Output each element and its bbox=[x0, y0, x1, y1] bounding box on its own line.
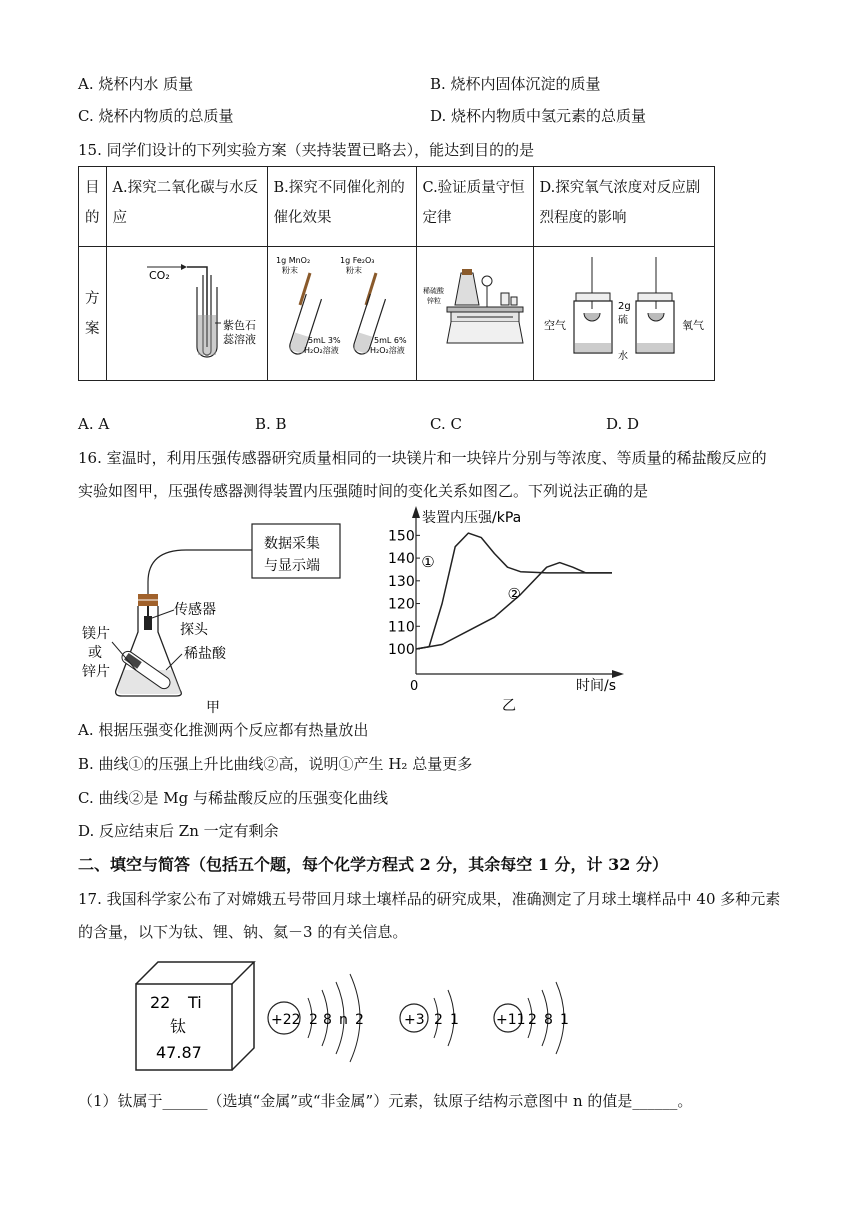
atom-diagram-na bbox=[494, 982, 569, 1054]
svg-text:硫: 硫 bbox=[617, 315, 628, 326]
y-tick-label: 130 bbox=[388, 573, 415, 590]
acid-label: 稀盐酸 bbox=[184, 646, 226, 662]
element-name: 钛 bbox=[170, 1017, 187, 1036]
figure-yi-chart bbox=[380, 504, 650, 718]
q14-option-c: C. 烧杯内物质的总质量 bbox=[78, 107, 234, 125]
q17-figures bbox=[130, 958, 590, 1076]
purpose-c: C.验证质量守恒定律 bbox=[416, 167, 533, 247]
series-label-2: ② bbox=[507, 585, 521, 603]
y-tick-label: 110 bbox=[388, 619, 415, 636]
svg-text:1: 1 bbox=[560, 1012, 569, 1028]
series-label-1: ① bbox=[421, 553, 435, 572]
purpose-b: B.探究不同催化剂的催化效果 bbox=[267, 167, 416, 247]
svg-text:锌粒: 锌粒 bbox=[426, 297, 441, 305]
q15-stem: 15. 同学们设计的下列实验方案（夹持装置已略去），能达到目的的是 bbox=[78, 141, 535, 159]
purpose-header: 目的 bbox=[79, 167, 107, 247]
metal-label-1: 镁片 bbox=[82, 626, 110, 642]
q16-stem-2: 实验如图甲，压强传感器测得装置内压强随时间的变化关系如图乙。下列说法正确的是 bbox=[78, 482, 649, 500]
co2-label: CO₂ bbox=[148, 269, 170, 282]
svg-text:5mL 3%: 5mL 3% bbox=[307, 336, 341, 345]
box-label-2: 与显示端 bbox=[264, 558, 320, 574]
y-tick-label: 120 bbox=[388, 596, 415, 613]
svg-text:2: 2 bbox=[355, 1012, 364, 1028]
svg-text:1g Fe₂O₃: 1g Fe₂O₃ bbox=[339, 256, 375, 265]
svg-text:H₂O₂溶液: H₂O₂溶液 bbox=[369, 346, 405, 355]
litmus-label-2: 蕊溶液 bbox=[222, 333, 256, 346]
metal-label-3: 锌片 bbox=[82, 664, 110, 680]
y-tick-label: 150 bbox=[388, 528, 415, 545]
litmus-label-1: 紫色石 bbox=[222, 319, 256, 332]
plan-a-figure bbox=[106, 247, 267, 381]
svg-text:水: 水 bbox=[617, 351, 628, 362]
svg-text:氧气: 氧气 bbox=[681, 319, 704, 332]
svg-text:+3: +3 bbox=[404, 1012, 425, 1028]
y-axis-label: 装置内压强/kPa bbox=[422, 510, 522, 526]
section-2-heading: 二、填空与简答（包括五个题，每个化学方程式 2 分，其余每空 1 分，计 32 分） bbox=[78, 855, 668, 874]
atom-diagram-ti bbox=[268, 974, 364, 1062]
q16-stem-1: 16. 室温时，利用压强传感器研究质量相同的一块镁片和一块锌片分别与等浓度、等质量的稀盐酸反应的 bbox=[78, 449, 767, 467]
q14-option-d: D. 烧杯内物质中氢元素的总质量 bbox=[430, 107, 647, 125]
element-cell-ti bbox=[136, 962, 254, 1070]
q15-table bbox=[78, 166, 715, 381]
sensor-label-2: 探头 bbox=[180, 622, 208, 638]
svg-text:2g: 2g bbox=[617, 301, 631, 312]
svg-text:n: n bbox=[339, 1012, 348, 1028]
caption-jia: 甲 bbox=[206, 700, 220, 716]
plan-c-figure bbox=[416, 247, 533, 381]
q14-option-b: B. 烧杯内固体沉淀的质量 bbox=[430, 75, 601, 93]
q15-answer-d: D. D bbox=[606, 415, 640, 433]
q14-option-a: A. 烧杯内水 质量 bbox=[78, 75, 194, 93]
q16-option-b: B. 曲线①的压强上升比曲线②高，说明①产生 H₂ 总量更多 bbox=[78, 755, 473, 773]
sensor-label-1: 传感器 bbox=[174, 602, 216, 618]
y-tick-label: 100 bbox=[388, 642, 415, 658]
y-tick-label: 140 bbox=[388, 551, 415, 568]
plan-b-figure bbox=[267, 247, 416, 381]
plan-d-figure bbox=[533, 247, 714, 381]
svg-text:5mL 6%: 5mL 6% bbox=[373, 336, 407, 345]
svg-text:1g MnO₂: 1g MnO₂ bbox=[275, 256, 310, 265]
x-axis-label: 时间/s bbox=[576, 678, 617, 694]
figure-jia bbox=[76, 520, 366, 720]
element-symbol: Ti bbox=[188, 993, 202, 1012]
q17-sub-1: （1）钛属于______（选填“金属”或“非金属”）元素，钛原子结构示意图中 n 的值是______。 bbox=[78, 1092, 693, 1110]
svg-text:稀硫酸: 稀硫酸 bbox=[422, 287, 444, 295]
atom-diagram-li bbox=[400, 990, 459, 1046]
svg-text:8: 8 bbox=[323, 1012, 332, 1028]
atomic-number: 22 bbox=[150, 993, 171, 1012]
q16-option-a: A. 根据压强变化推测两个反应都有热量放出 bbox=[78, 721, 369, 739]
q16-option-d: D. 反应结束后 Zn 一定有剩余 bbox=[78, 822, 279, 840]
svg-text:1: 1 bbox=[450, 1012, 459, 1028]
q16-option-c: C. 曲线②是 Mg 与稀盐酸反应的压强变化曲线 bbox=[78, 789, 388, 807]
svg-text:2: 2 bbox=[434, 1012, 443, 1028]
caption-yi: 乙 bbox=[502, 698, 516, 714]
purpose-d: D.探究氧气浓度对反应剧烈程度的影响 bbox=[533, 167, 714, 247]
box-label-1: 数据采集 bbox=[264, 536, 320, 552]
svg-text:粉末: 粉末 bbox=[281, 266, 298, 275]
svg-text:8: 8 bbox=[544, 1012, 553, 1028]
metal-label-2: 或 bbox=[88, 645, 102, 661]
plan-header: 方案 bbox=[79, 247, 107, 381]
origin-label: 0 bbox=[410, 679, 419, 694]
q15-answer-a: A. A bbox=[78, 415, 110, 433]
svg-text:+22: +22 bbox=[271, 1012, 301, 1028]
atomic-mass: 47.87 bbox=[156, 1043, 202, 1062]
svg-text:空气: 空气 bbox=[543, 319, 566, 332]
svg-text:H₂O₂溶液: H₂O₂溶液 bbox=[303, 346, 339, 355]
svg-text:粉末: 粉末 bbox=[345, 266, 362, 275]
q17-stem-2: 的含量，以下为钛、锂、钠、氦－3 的有关信息。 bbox=[78, 923, 408, 941]
svg-text:2: 2 bbox=[528, 1012, 537, 1028]
q15-answer-b: B. B bbox=[255, 415, 287, 433]
svg-text:2: 2 bbox=[309, 1012, 318, 1028]
svg-text:+11: +11 bbox=[496, 1012, 526, 1028]
q15-answer-c: C. C bbox=[430, 415, 462, 433]
purpose-a: A.探究二氧化碳与水反应 bbox=[106, 167, 267, 247]
q17-stem-1: 17. 我国科学家公布了对嫦娥五号带回月球土壤样品的研究成果，准确测定了月球土壤样品中 40 多种元素 bbox=[78, 890, 781, 908]
series-line-2 bbox=[416, 563, 612, 649]
